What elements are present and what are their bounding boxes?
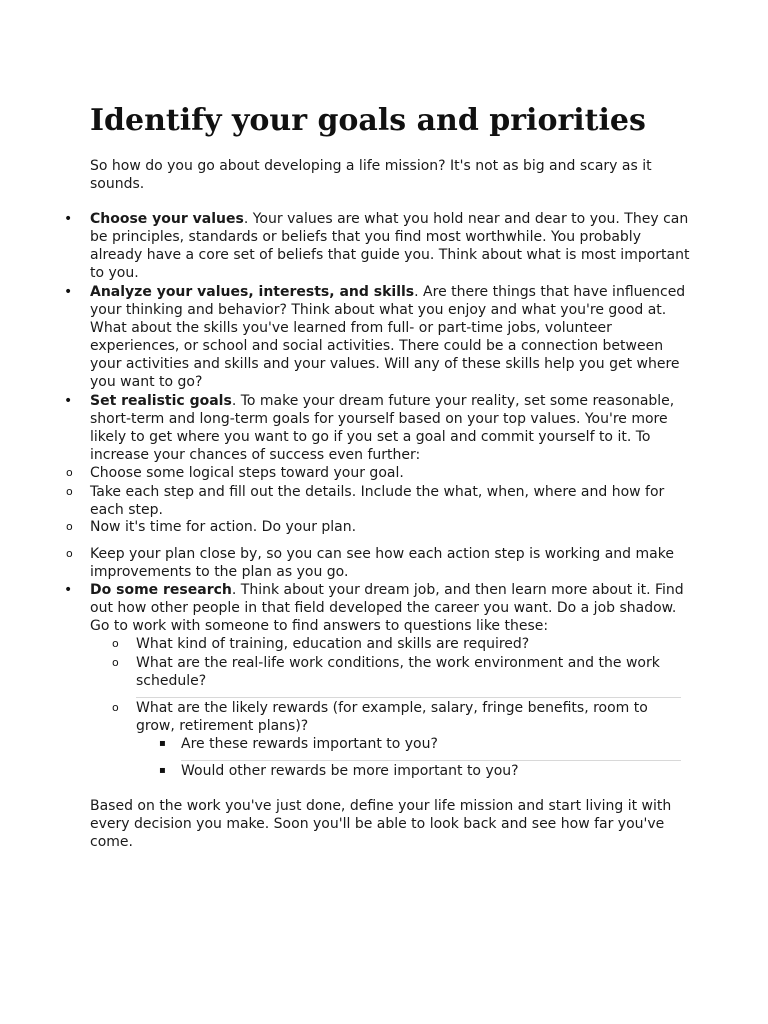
question-text: What kind of training, education and skills are required? <box>136 636 530 652</box>
step-item <box>66 518 692 536</box>
page-title: Identify your goals and priorities <box>90 103 646 138</box>
step-item <box>66 464 692 482</box>
step-item <box>66 483 692 519</box>
question-text: What are the likely rewards (for example, salary, fringe benefits, room to grow, retirement plans)? <box>136 700 648 734</box>
list-item-lead: Set realistic goals <box>90 393 232 409</box>
divider <box>136 697 681 698</box>
question-item <box>112 699 684 735</box>
reward-item <box>159 735 681 753</box>
list-item-text: . Your values are what you hold near and dear to you. They can be principles, standards or beliefs that you find most worthwhile. You probably already have a core set of beliefs that guide you. Think about what is most important to you. <box>90 211 690 281</box>
list-item-values <box>64 210 692 282</box>
step-text: Take each step and fill out the details. Include the what, when, where and how for each step. <box>90 484 665 518</box>
list-item-goals <box>64 392 692 464</box>
list-item-text: . Think about your dream job, and then learn more about it. Find out how other people in that field developed the career you want. Do a job shadow. Go to work with someone to find answers to questions like these: <box>90 582 684 634</box>
circle-marker: o <box>66 547 73 560</box>
reward-text: Are these rewards important to you? <box>181 736 438 752</box>
question-text: What are the real-life work conditions, the work environment and the work schedule? <box>136 655 660 689</box>
circle-marker: o <box>112 701 119 714</box>
list-item-lead: Do some research <box>90 582 232 598</box>
bullet-marker: • <box>64 211 73 227</box>
circle-marker: o <box>112 656 119 669</box>
reward-text: Would other rewards be more important to you? <box>181 763 519 779</box>
circle-marker: o <box>66 485 73 498</box>
intro-paragraph: So how do you go about developing a life mission? It's not as big and scary as it sounds. <box>90 158 652 192</box>
circle-marker: o <box>66 466 73 479</box>
question-item <box>112 654 684 690</box>
step-item <box>66 545 692 581</box>
list-item-lead: Analyze your values, interests, and skills <box>90 284 415 300</box>
list-item-lead: Choose your values <box>90 211 244 227</box>
circle-marker: o <box>112 637 119 650</box>
circle-marker: o <box>66 520 73 533</box>
square-marker: ▪ <box>159 738 166 749</box>
bullet-marker: • <box>64 284 73 300</box>
bullet-marker: • <box>64 393 73 409</box>
list-item-text: . Are there things that have influenced your thinking and behavior? Think about what you enjoy and what you're good at. What about the skills you've learned from full- or part-time jobs, volunteer experiences, or school and social activities. There could be a connection between your activities and skills and your values. Will any of these skills help you get where you want to go? <box>90 284 686 390</box>
question-item <box>112 635 684 653</box>
list-item-analyze <box>64 283 692 391</box>
closing-paragraph: Based on the work you've just done, define your life mission and start living it with every decision you make. Soon you'll be able to look back and see how far you've come. <box>90 798 672 850</box>
list-item-text: . To make your dream future your reality, set some reasonable, short-term and long-term goals for yourself based on your top values. You're more likely to get where you want to go if you set a goal and commit yourself to it. To increase your chances of success even further: <box>90 393 675 463</box>
bullet-marker: • <box>64 582 73 598</box>
step-text: Now it's time for action. Do your plan. <box>90 519 357 535</box>
divider <box>181 760 681 761</box>
step-text: Choose some logical steps toward your goal. <box>90 465 404 481</box>
reward-item <box>159 762 681 780</box>
step-text: Keep your plan close by, so you can see how each action step is working and make improvements to the plan as you go. <box>90 546 674 580</box>
list-item-research <box>64 581 692 635</box>
square-marker: ▪ <box>159 765 166 776</box>
